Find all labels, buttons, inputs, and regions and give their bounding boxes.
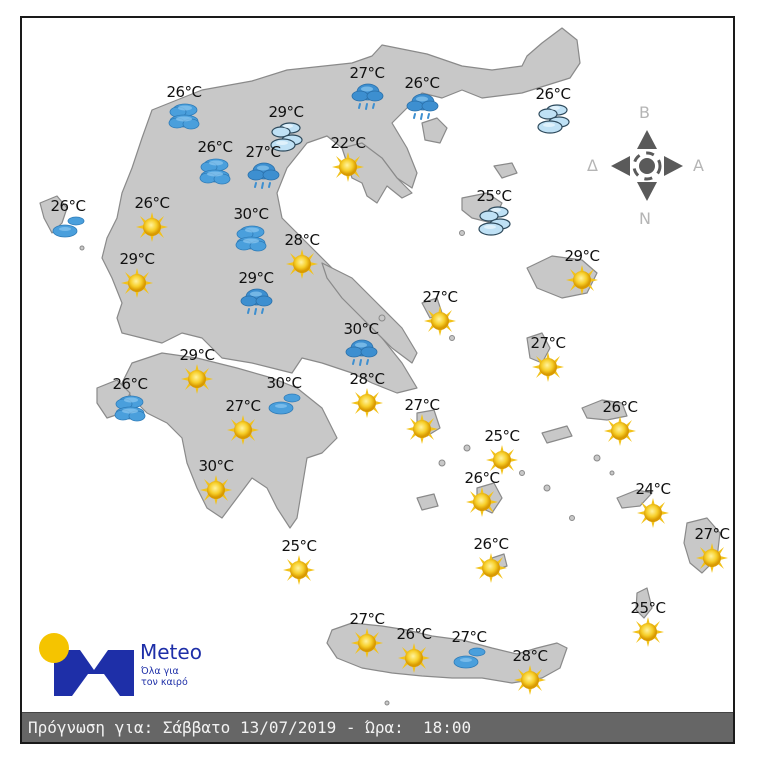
sunny-icon [500,664,560,696]
sunny-icon [269,554,329,586]
forecast-date: 13/07/2019 [239,718,337,737]
sunny-icon [318,151,378,183]
logo-tagline [141,666,221,688]
sunny-icon [618,616,678,648]
station-temperature: 24°C [635,480,671,498]
weather-station [384,626,444,674]
forecast-status-bar [22,712,733,742]
weather-station [590,399,650,447]
station-temperature: 29°C [238,269,274,287]
weather-station [623,481,683,529]
station-temperature: 25°C [281,537,317,555]
logo-brand-text: Meteo [140,640,202,664]
weather-station [461,536,521,584]
compass-rose [587,103,707,228]
station-temperature: 26°C [112,375,148,393]
samothraki [494,163,517,178]
snow-cloud-icon [523,102,583,136]
weather-station [682,526,735,574]
station-temperature: 29°C [119,250,155,268]
station-temperature: 26°C [535,85,571,103]
station-temperature: 27°C [245,143,281,161]
weather-station [331,321,391,369]
station-temperature: 27°C [422,288,458,306]
weather-station [154,84,214,132]
station-temperature: 27°C [349,610,385,628]
rain-icon [392,91,452,123]
weather-station [186,458,246,506]
station-temperature: 25°C [476,187,512,205]
sunny-icon [623,497,683,529]
station-temperature: 29°C [564,247,600,265]
cloudy-icon [154,100,214,132]
weather-station [500,648,560,696]
sunny-icon [186,474,246,506]
station-temperature: 26°C [473,535,509,553]
compass-east-label: A [693,156,704,175]
weather-station [552,248,612,296]
forecast-prefix: Πρόγνωση για: [28,718,154,737]
weather-station [439,629,499,671]
weather-station [318,135,378,183]
station-temperature: 26°C [396,625,432,643]
station-temperature: 26°C [134,194,170,212]
station-temperature: 30°C [266,374,302,392]
sunny-icon [337,387,397,419]
station-temperature: 28°C [349,370,385,388]
forecast-time: 18:00 [423,718,472,737]
sunny-icon [682,542,735,574]
weather-station [518,335,578,383]
sunny-icon [213,414,273,446]
sunny-icon [552,264,612,296]
sunny-icon [461,552,521,584]
station-temperature: 26°C [197,138,233,156]
weather-station [337,65,397,113]
weather-station [337,371,397,419]
forecast-separator: - [345,718,356,737]
station-temperature: 27°C [694,525,730,543]
rain-icon [331,337,391,369]
station-temperature: 28°C [284,231,320,249]
milos [417,494,438,510]
station-temperature: 27°C [451,628,487,646]
sunny-icon [384,642,444,674]
weather-station [226,270,286,318]
station-temperature: 29°C [268,103,304,121]
weather-station [107,251,167,299]
station-temperature: 27°C [530,334,566,352]
meteo-logo [38,630,238,700]
compass-south-label: N [639,209,651,228]
weather-station [38,198,98,240]
station-temperature: 26°C [166,83,202,101]
weather-station [618,600,678,648]
weather-station [233,144,293,192]
weather-station [122,195,182,243]
forecast-day: Σάββατο [162,718,231,737]
meteo-m-logo-icon [38,630,138,700]
sunny-icon [590,415,650,447]
station-temperature: 25°C [630,599,666,617]
station-temperature: 25°C [484,427,520,445]
partly-cloudy-icon [38,214,98,240]
partly-cloudy-icon [439,645,499,671]
weather-station [392,397,452,445]
station-temperature: 28°C [512,647,548,665]
sunny-icon [107,267,167,299]
logo-tagline-line2: τον καιρό [141,677,188,688]
station-temperature: 26°C [602,398,638,416]
compass-north-label: B [639,103,650,122]
compass-west-label: Δ [587,156,598,175]
station-temperature: 22°C [330,134,366,152]
weather-station [452,470,512,518]
forecast-time-label: Ώρα: [365,718,404,737]
rain-icon [226,286,286,318]
weather-station [464,188,524,238]
ikaria [542,426,572,443]
weather-station [392,75,452,123]
station-temperature: 26°C [50,197,86,215]
sunny-icon [167,363,227,395]
station-temperature: 27°C [404,396,440,414]
station-temperature: 26°C [404,74,440,92]
station-temperature: 27°C [225,397,261,415]
weather-station [410,289,470,337]
station-temperature: 26°C [464,469,500,487]
station-temperature: 30°C [233,205,269,223]
sunny-icon [518,351,578,383]
sunny-icon [122,211,182,243]
rain-icon [337,81,397,113]
station-temperature: 29°C [179,346,215,364]
weather-map-frame [20,16,735,744]
weather-station [100,376,160,424]
station-temperature: 27°C [349,64,385,82]
weather-station [213,398,273,446]
station-temperature: 30°C [343,320,379,338]
snow-cloud-icon [464,204,524,238]
station-temperature: 30°C [198,457,234,475]
logo-tagline-line1: Όλα για [141,666,179,677]
compass-arrows-icon [587,103,707,228]
rain-icon [233,160,293,192]
weather-station [523,86,583,136]
sunny-icon [410,305,470,337]
sunny-icon [392,413,452,445]
cloudy-icon [100,392,160,424]
sunny-icon [452,486,512,518]
weather-station [269,538,329,586]
weather-station [167,347,227,395]
